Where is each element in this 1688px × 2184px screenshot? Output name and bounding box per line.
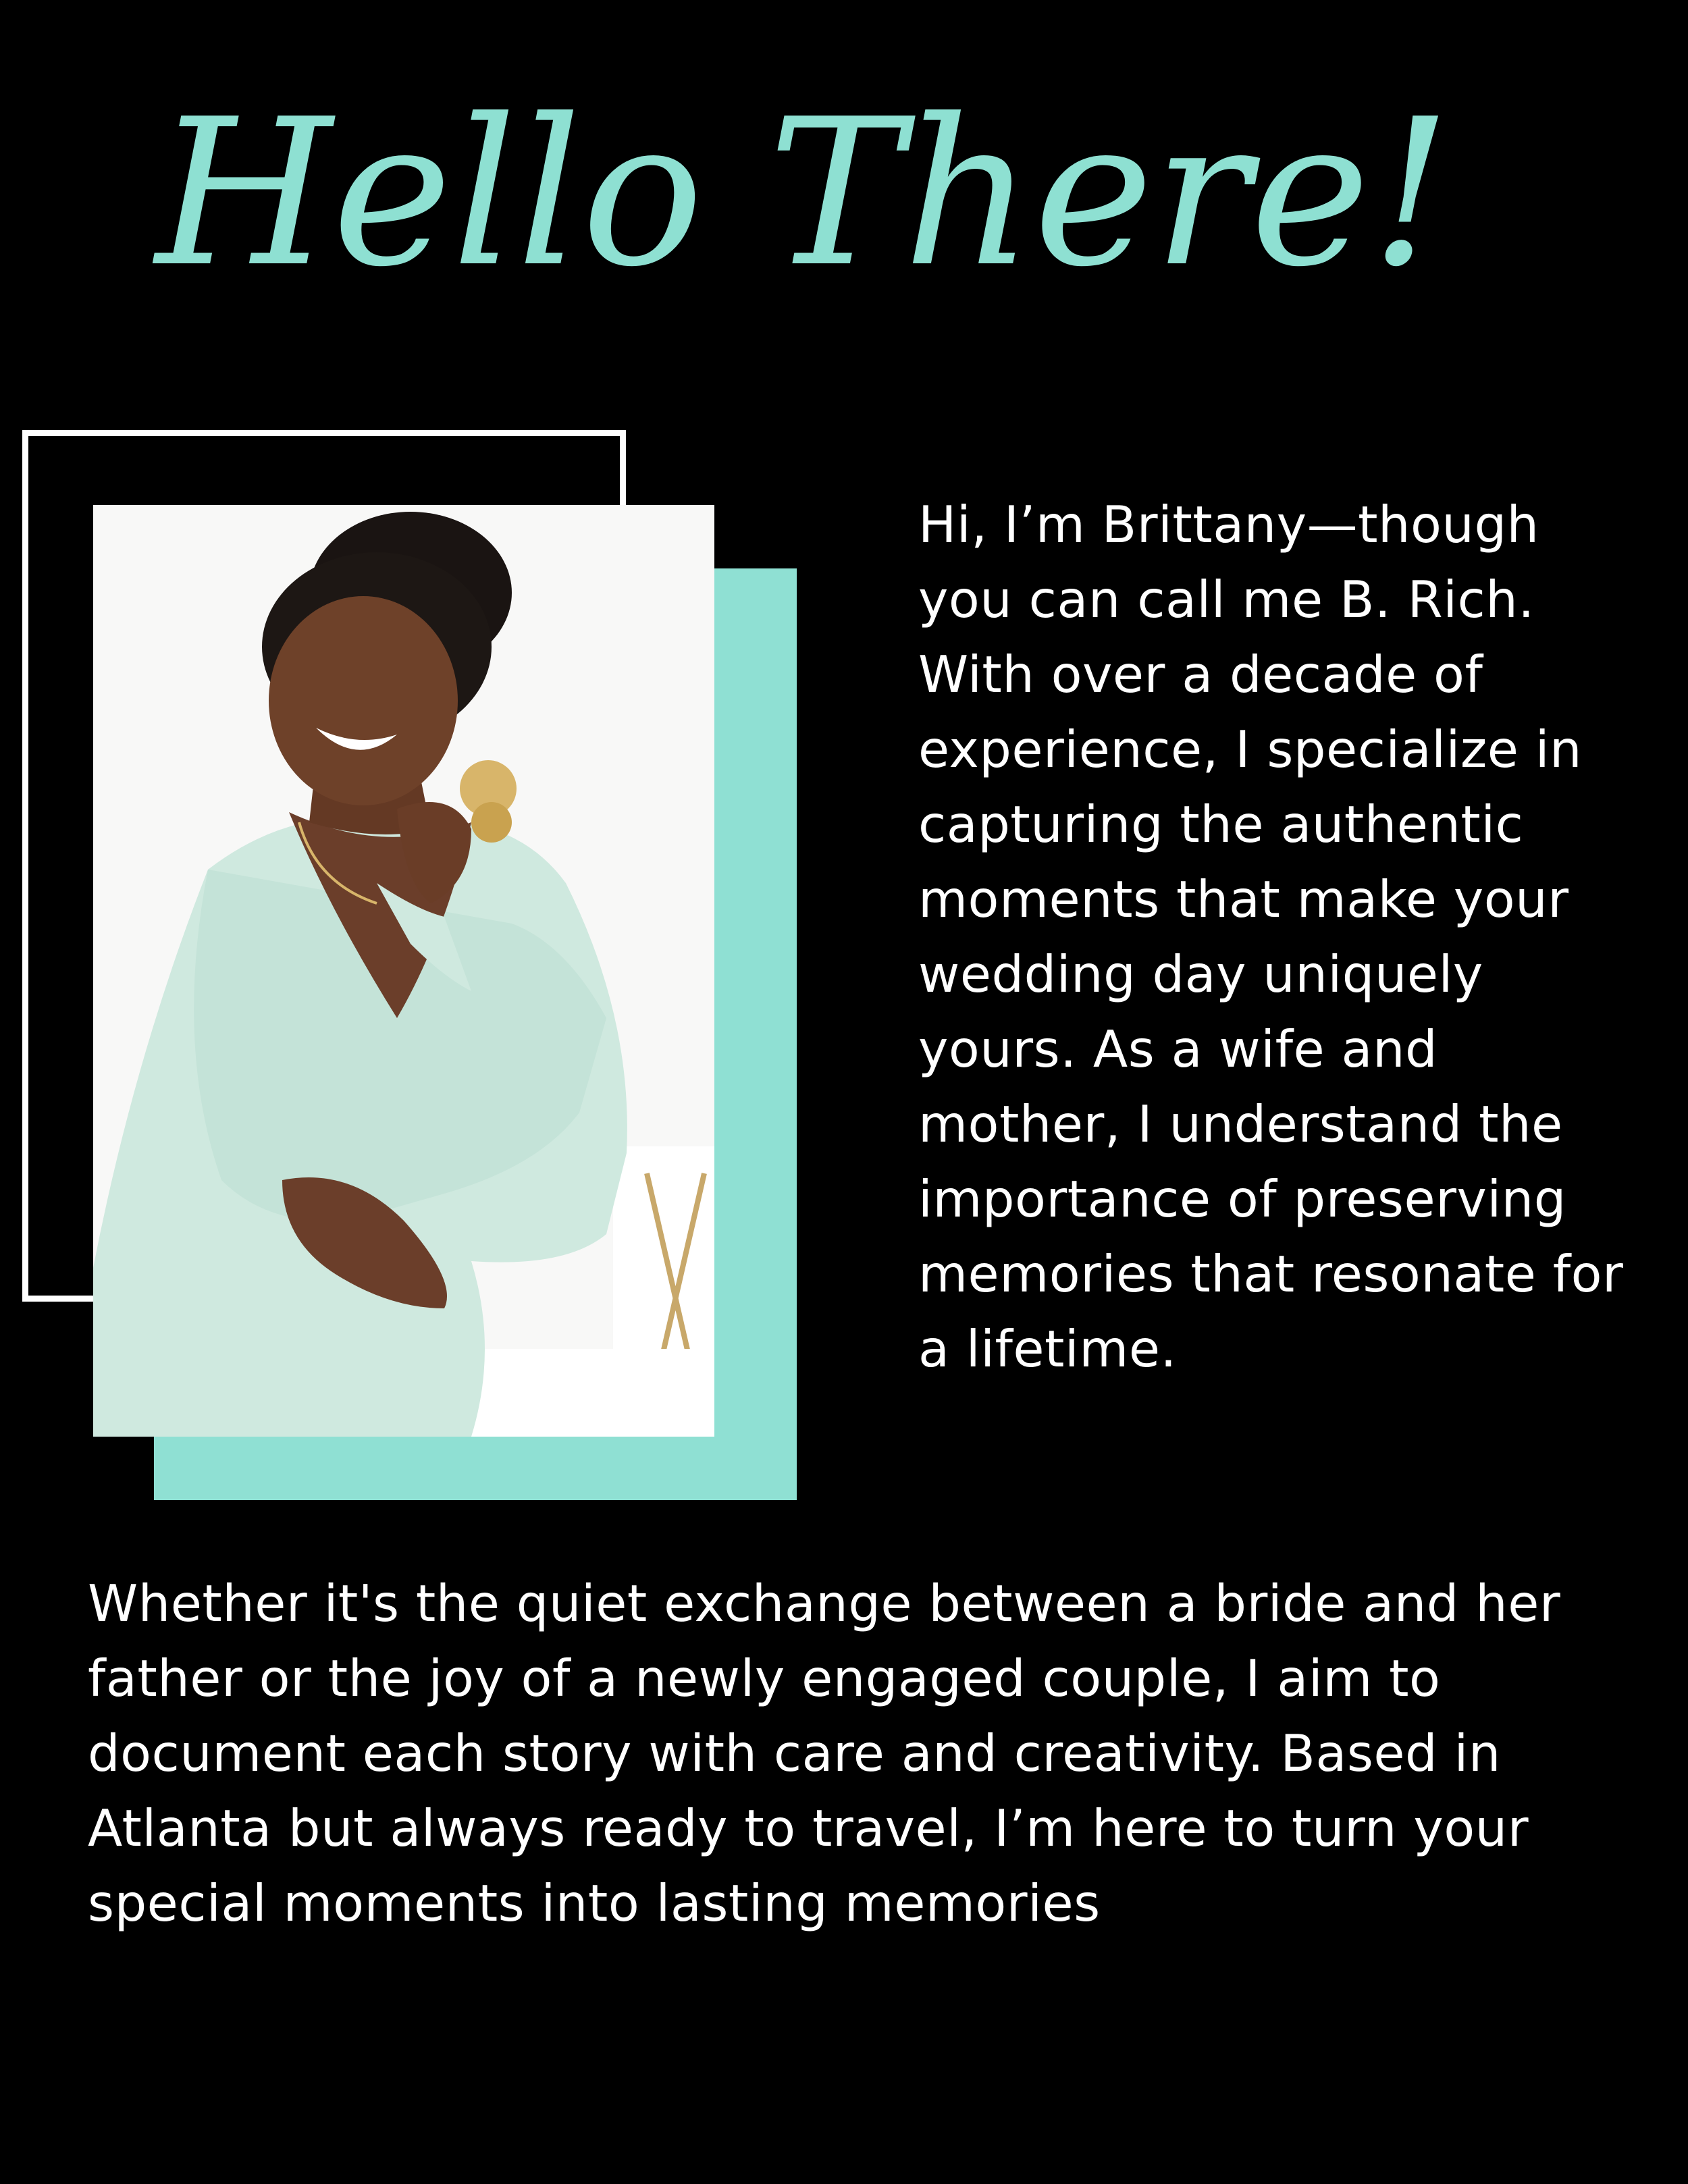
heading-text: Hello There! — [155, 76, 1452, 311]
page-heading — [155, 41, 1452, 358]
portrait-photo — [93, 505, 714, 1437]
intro-paragraph: Hi, I’m Brittany—though you can call me B. Rich. With over a decade of experience, I specialize in capturing the authentic moments that make your wedding day uniquely yours. As a wife and mother, I understand the importance of preserving memories that resonate for a lifetime. — [918, 495, 1624, 1379]
body-paragraph: Whether it's the quiet exchange between a bride and her father or the joy of a newly engaged couple, I aim to document each story with care and creativity. Based in Atlanta but always ready to travel, I’m here to turn your special moments into lasting memories — [88, 1574, 1561, 1933]
